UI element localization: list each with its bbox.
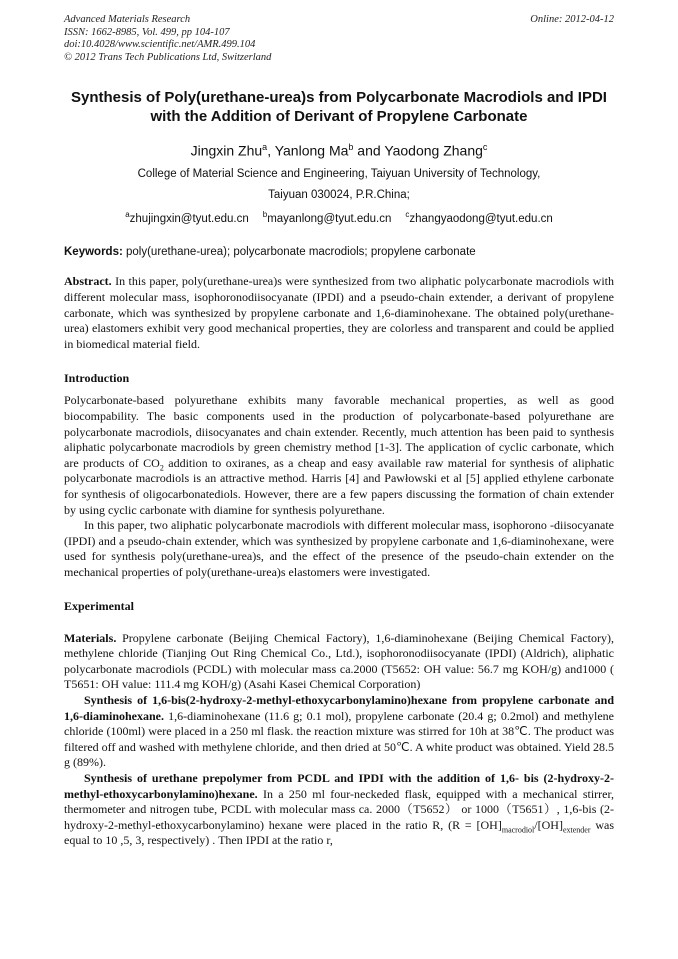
synthesis-label: Synthesis of urethane prepolymer from PCDL and IPDI with the addition of 1,6- bis (2-hydroxy-2-methyl-ethoxycarbonylamino)hexane. bbox=[64, 770, 614, 801]
section-heading-experimental: Experimental bbox=[64, 598, 134, 613]
online-date: Online: 2012-04-12 bbox=[530, 14, 614, 25]
section-heading-introduction: Introduction bbox=[64, 371, 130, 386]
author-affil-mark: a bbox=[262, 142, 268, 152]
introduction-paragraph: In this paper, two aliphatic polycarbonate macrodiols with different molecular mass, isophorono -diisocyanate (IPDI) and a pseudo-chain extender, which was synthesized by propylene carbonate and 1,6-diaminohexane, were used for synthesis poly(urethane-urea)s, and the effect of the presence of the pseudo-chain extender on the mechanical properties of poly(urethane-urea)s elastomers were investigated. bbox=[64, 518, 614, 579]
author-name: Yaodong Zhang bbox=[384, 142, 483, 159]
doi-line: doi:10.4028/www.scientific.net/AMR.499.104 bbox=[64, 39, 256, 50]
email-mark: c bbox=[405, 209, 410, 219]
subscript: macrodiol bbox=[501, 825, 535, 835]
author-name: Jingxin Zhu bbox=[190, 142, 263, 159]
paper-page bbox=[64, 14, 614, 849]
keywords-text: poly(urethane-urea); polycarbonate macrodiols; propylene carbonate bbox=[122, 246, 476, 259]
email-mark: a bbox=[125, 209, 130, 219]
abstract-label: Abstract. bbox=[64, 274, 112, 289]
introduction-paragraph bbox=[64, 393, 614, 518]
synthesis-paragraph bbox=[64, 693, 614, 771]
issn-line: ISSN: 1662-8985, Vol. 499, pp 104-107 bbox=[64, 26, 230, 38]
materials-text: Propylene carbonate (Beijing Chemical Factory), 1,6-diaminohexane (Beijing Chemical Factory), methylene chloride (Tianjing Out Ring Chemical Co., Ltd.), isophoronodiisocyanate (IPDI) (Aldrich), aliphatic polycarbonate macrodiols (PCDL) with molecular mass ca.2000 (T5652: OH value: 56.7 mg KOH/g) and1000 ( T5651: OH value: 111.4 mg KOH/g) (Asahi Kasei Chemical Corporation) bbox=[64, 630, 614, 692]
author-separator: and bbox=[353, 142, 385, 159]
synthesis-text: was equal to 10 ,5, 3, respectively) . Then IPDI at the ratio r, bbox=[64, 817, 614, 848]
subscript: extender bbox=[562, 825, 591, 835]
publication-info bbox=[64, 14, 271, 64]
copyright-line: © 2012 Trans Tech Publications Ltd, Switzerland bbox=[64, 51, 272, 63]
email-link[interactable]: zhujingxin@tyut.edu.cn bbox=[129, 212, 249, 225]
synthesis-paragraph bbox=[64, 771, 614, 849]
paragraph-text: addition to oxiranes, as a cheap and easy available raw material for synthesis of aliphatic polycarbonate macrodiols is an attractive method. Harris [4] and Pawłowski et al [5] applied ethylene carbonate for synthesis of oligocarbonatediols. However, there are a few papers discussing the formation of chain extender by using cyclic carbonate with diamine for synthesis polyurethane. bbox=[64, 455, 614, 517]
author-list bbox=[64, 142, 614, 159]
abstract bbox=[64, 274, 614, 352]
paper-title: Synthesis of Poly(urethane-urea)s from Polycarbonate Macrodiols and IPDI with the Addition of Derivant of Propylene Carbonate bbox=[71, 89, 607, 125]
author-emails bbox=[64, 210, 614, 225]
email-link[interactable]: zhangyaodong@tyut.edu.cn bbox=[409, 212, 553, 225]
email-mark: b bbox=[262, 209, 268, 219]
subscript: 2 bbox=[159, 463, 164, 473]
affiliation-line: Taiyuan 030024, P.R.China; bbox=[268, 188, 410, 201]
author-name: Yanlong Ma bbox=[274, 142, 349, 159]
journal-name: Advanced Materials Research bbox=[64, 14, 191, 25]
affiliation-line: College of Material Science and Engineering, Taiyuan University of Technology, bbox=[137, 167, 541, 180]
email-link[interactable]: mayanlong@tyut.edu.cn bbox=[267, 212, 392, 225]
author-affil-mark: b bbox=[348, 142, 354, 152]
synthesis-text: /[OH] bbox=[534, 817, 563, 832]
running-header bbox=[64, 14, 614, 64]
keywords bbox=[64, 246, 614, 258]
synthesis-label: Synthesis of 1,6-bis(2-hydroxy-2-methyl-ethoxycarbonylamino)hexane from propylene carbonate and 1,6-diaminohexane. bbox=[64, 692, 614, 723]
keywords-label: Keywords: bbox=[64, 246, 123, 259]
materials-paragraph bbox=[64, 631, 614, 693]
paragraph-text: Polycarbonate-based polyurethane exhibits many favorable mechanical properties, as well as good biocompability. The basic components used in the production of polycarbonate-based polyurethane are polycarbonate macrodiols, diisocyanates and chain extender. Recently, much attention has been paid to synthesis aliphatic polycarbonate macrodiols by green chemistry method [1-3]. The application of cyclic carbonate, which are products of CO bbox=[64, 393, 614, 470]
author-separator: , bbox=[267, 142, 275, 159]
abstract-text: In this paper, poly(urethane-urea)s were synthesized from two aliphatic polycarbonate macrodiols with different molecular mass, isophoronodiisocyanate (IPDI) and a pseudo-chain extender, a derivant of propylene carbonate, which was synthesized by propylene carbonate and 1,6-diaminohexane. The obtained poly(urethane-urea) elastomers exhibit very good mechanical properties, they are colorless and transparent and could be applied in biomedical material field. bbox=[64, 274, 614, 351]
synthesis-text: 1,6-diaminohexane (11.6 g; 0.1 mol), propylene carbonate (20.4 g; 0.2mol) and methylene chloride (100ml) were placed in a 250 ml flask. the reaction mixture was stirred for 10h at 38℃. The product was filtered off and washed with methylene chloride, and then dried at 50℃. A white product was obtained. Yield 28.5 g (89%). bbox=[64, 708, 614, 770]
materials-label: Materials. bbox=[64, 630, 117, 645]
synthesis-text: In a 250 ml four-neckeded flask, equipped with a mechanical stirrer, thermometer and nitrogen tube, PCDL with molecular mass ca. 2000（T5652） or 1000（T5651）, 1,6-bis (2-hydroxy-2-methyl-ethoxycarbonylamino) hexane were placed in the ratio R, (R = [OH] bbox=[64, 786, 614, 832]
affiliation bbox=[64, 164, 614, 206]
author-affil-mark: c bbox=[482, 142, 488, 152]
